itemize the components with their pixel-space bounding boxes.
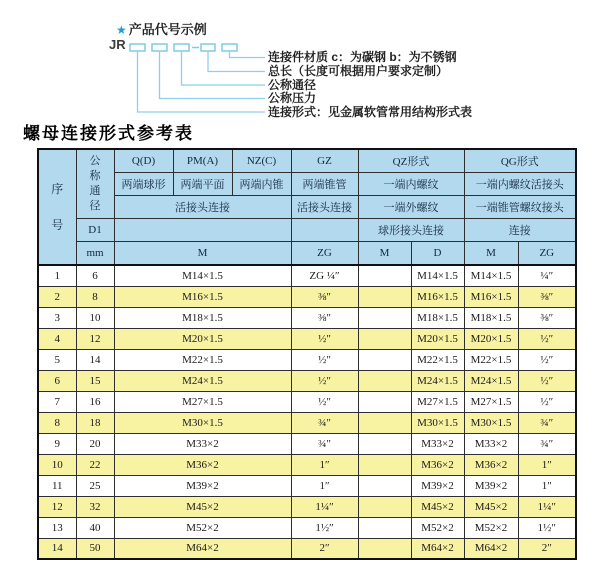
header-conn2-qg: 连接 — [464, 219, 576, 242]
header-conn-qz: 一端外螺纹 — [358, 196, 464, 219]
header-unit-qz-m: M — [358, 242, 411, 266]
table-row — [38, 349, 576, 370]
cell-qz-m — [358, 286, 411, 307]
cell-qz-d: M45×2 — [411, 496, 464, 517]
cell-qz-d: M22×1.5 — [411, 349, 464, 370]
cell-nominal-diameter: 14 — [76, 349, 114, 370]
cell-serial: 13 — [38, 517, 76, 538]
cell-qg-m: M22×1.5 — [464, 349, 518, 370]
cell-qz-m — [358, 349, 411, 370]
diagram-label-diameter: 公称通径 — [268, 78, 317, 92]
cell-gz-zg: ¾″ — [291, 412, 358, 433]
cell-thread-m: M30×1.5 — [114, 412, 291, 433]
cell-qz-m — [358, 454, 411, 475]
cell-qz-d: M18×1.5 — [411, 307, 464, 328]
table-row — [38, 265, 576, 286]
cell-nominal-diameter: 25 — [76, 475, 114, 496]
cell-qz-m — [358, 538, 411, 559]
table-row — [38, 538, 576, 559]
cell-thread-m: M52×2 — [114, 517, 291, 538]
table-row — [38, 328, 576, 349]
cell-qg-m: M14×1.5 — [464, 265, 518, 286]
cell-qg-zg: ½″ — [518, 391, 576, 412]
product-code-prefix: JR — [109, 37, 126, 52]
diagram-title-text: 产品代号示例 — [128, 22, 207, 37]
cell-qz-m — [358, 412, 411, 433]
cell-qg-zg: ½″ — [518, 370, 576, 391]
cell-serial: 12 — [38, 496, 76, 517]
cell-gz-zg: ⅜″ — [291, 307, 358, 328]
cell-qz-d: M36×2 — [411, 454, 464, 475]
table-row — [38, 391, 576, 412]
cell-thread-m: M64×2 — [114, 538, 291, 559]
cell-qg-m: M24×1.5 — [464, 370, 518, 391]
star-icon: ★ — [116, 23, 127, 37]
cell-nominal-diameter: 50 — [76, 538, 114, 559]
cell-thread-m: M22×1.5 — [114, 349, 291, 370]
cell-nominal-diameter: 32 — [76, 496, 114, 517]
table-row — [38, 370, 576, 391]
cell-gz-zg: ½″ — [291, 370, 358, 391]
table-row — [38, 496, 576, 517]
cell-gz-zg: 1¼″ — [291, 496, 358, 517]
cell-gz-zg: 1″ — [291, 475, 358, 496]
cell-qg-m: M39×2 — [464, 475, 518, 496]
cell-nominal-diameter: 40 — [76, 517, 114, 538]
header-d1-blank-left — [114, 219, 291, 242]
header-group-qd: Q(D) — [114, 149, 173, 173]
cell-qz-m — [358, 496, 411, 517]
cell-serial: 4 — [38, 328, 76, 349]
header-d1-blank-gz — [291, 219, 358, 242]
cell-nominal-diameter: 18 — [76, 412, 114, 433]
cell-qz-d: M16×1.5 — [411, 286, 464, 307]
header-row-groups — [38, 149, 576, 173]
diagram-label-pressure: 公称压力 — [268, 91, 317, 105]
table-row — [38, 307, 576, 328]
cell-qz-d: M27×1.5 — [411, 391, 464, 412]
header-row-d1 — [38, 219, 576, 242]
cell-thread-m: M20×1.5 — [114, 328, 291, 349]
cell-qg-m: M36×2 — [464, 454, 518, 475]
table-body — [38, 265, 576, 559]
cell-qz-d: M14×1.5 — [411, 265, 464, 286]
cell-gz-zg: 2″ — [291, 538, 358, 559]
header-ends-gz: 两端锥管 — [291, 173, 358, 196]
header-row-connection — [38, 196, 576, 219]
header-unit-zg: ZG — [291, 242, 358, 266]
header-group-pm: PM(A) — [173, 149, 232, 173]
cell-qz-d: M30×1.5 — [411, 412, 464, 433]
header-conn-gz: 活接头连接 — [291, 196, 358, 219]
cell-qg-zg: ¼″ — [518, 265, 576, 286]
cell-nominal-diameter: 22 — [76, 454, 114, 475]
header-row-units — [38, 242, 576, 266]
cell-qg-zg: ½″ — [518, 349, 576, 370]
cell-qz-m — [358, 475, 411, 496]
cell-thread-m: M14×1.5 — [114, 265, 291, 286]
cell-qg-m: M27×1.5 — [464, 391, 518, 412]
cell-nominal-diameter: 12 — [76, 328, 114, 349]
header-unit-qz-d: D — [411, 242, 464, 266]
cell-qg-zg: ¾″ — [518, 433, 576, 454]
table-row — [38, 475, 576, 496]
cell-serial: 10 — [38, 454, 76, 475]
cell-qz-m — [358, 265, 411, 286]
cell-serial: 6 — [38, 370, 76, 391]
header-unit-m: M — [114, 242, 291, 266]
cell-serial: 3 — [38, 307, 76, 328]
cell-thread-m: M36×2 — [114, 454, 291, 475]
cell-serial: 14 — [38, 538, 76, 559]
cell-serial: 7 — [38, 391, 76, 412]
cell-thread-m: M27×1.5 — [114, 391, 291, 412]
table-row — [38, 412, 576, 433]
header-unit-qg-m: M — [464, 242, 518, 266]
cell-qg-zg: 2″ — [518, 538, 576, 559]
cell-gz-zg: ⅜″ — [291, 286, 358, 307]
cell-serial: 2 — [38, 286, 76, 307]
cell-gz-zg: ½″ — [291, 391, 358, 412]
cell-qg-zg: ⅜″ — [518, 286, 576, 307]
header-ends-qd: 两端球形 — [114, 173, 173, 196]
cell-qg-m: M33×2 — [464, 433, 518, 454]
header-ends-pm: 两端平面 — [173, 173, 232, 196]
cell-qg-m: M18×1.5 — [464, 307, 518, 328]
cell-gz-zg: 1″ — [291, 454, 358, 475]
header-unit-qg-zg: ZG — [518, 242, 576, 266]
cell-qz-d: M20×1.5 — [411, 328, 464, 349]
cell-nominal-diameter: 16 — [76, 391, 114, 412]
cell-nominal-diameter: 8 — [76, 286, 114, 307]
cell-qz-m — [358, 433, 411, 454]
connector-lines — [138, 51, 266, 112]
header-conn-qg: 一端锥管螺纹接头 — [464, 196, 576, 219]
header-ends-qz: 一端内螺纹 — [358, 173, 464, 196]
cell-thread-m: M24×1.5 — [114, 370, 291, 391]
cell-qg-zg: 1″ — [518, 475, 576, 496]
cell-qz-d: M64×2 — [411, 538, 464, 559]
cell-gz-zg: ZG ¼″ — [291, 265, 358, 286]
cell-qg-zg: 1¼″ — [518, 496, 576, 517]
cell-serial: 11 — [38, 475, 76, 496]
cell-qz-m — [358, 307, 411, 328]
header-d1: D1 — [76, 219, 114, 242]
cell-nominal-diameter: 20 — [76, 433, 114, 454]
cell-nominal-diameter: 6 — [76, 265, 114, 286]
cell-qg-m: M16×1.5 — [464, 286, 518, 307]
header-row-ends — [38, 173, 576, 196]
cell-gz-zg: 1½″ — [291, 517, 358, 538]
cell-thread-m: M33×2 — [114, 433, 291, 454]
nut-connection-reference-table — [37, 148, 577, 560]
diagram-label-material: 连接件材质 c：为碳钢 b：为不锈钢 — [268, 50, 457, 64]
cell-gz-zg: ½″ — [291, 328, 358, 349]
cell-qz-m — [358, 517, 411, 538]
header-group-qz: QZ形式 — [358, 149, 464, 173]
cell-gz-zg: ½″ — [291, 349, 358, 370]
cell-nominal-diameter: 10 — [76, 307, 114, 328]
header-conn-left: 活接头连接 — [114, 196, 291, 219]
cell-qg-m: M20×1.5 — [464, 328, 518, 349]
cell-qg-zg: ⅜″ — [518, 307, 576, 328]
cell-qz-d: M24×1.5 — [411, 370, 464, 391]
header-serial — [38, 149, 76, 265]
cell-thread-m: M16×1.5 — [114, 286, 291, 307]
cell-nominal-diameter: 15 — [76, 370, 114, 391]
cell-qz-d: M33×2 — [411, 433, 464, 454]
cell-qg-zg: 1½″ — [518, 517, 576, 538]
cell-qg-zg: ½″ — [518, 328, 576, 349]
header-ends-qg: 一端内螺纹活接头 — [464, 173, 576, 196]
cell-gz-zg: ¾″ — [291, 433, 358, 454]
diagram-title — [116, 19, 207, 38]
table-title: 螺母连接形式参考表 — [23, 124, 194, 143]
cell-serial: 9 — [38, 433, 76, 454]
cell-qg-m: M52×2 — [464, 517, 518, 538]
header-conn2-qz: 球形接头连接 — [358, 219, 464, 242]
cell-qz-m — [358, 370, 411, 391]
cell-thread-m: M18×1.5 — [114, 307, 291, 328]
header-group-qg: QG形式 — [464, 149, 576, 173]
cell-thread-m: M39×2 — [114, 475, 291, 496]
cell-qg-zg: 1″ — [518, 454, 576, 475]
cell-thread-m: M45×2 — [114, 496, 291, 517]
header-nominal-diameter — [76, 149, 114, 219]
table-row — [38, 286, 576, 307]
cell-serial: 1 — [38, 265, 76, 286]
cell-qz-d: M52×2 — [411, 517, 464, 538]
cell-qg-m: M64×2 — [464, 538, 518, 559]
cell-serial: 5 — [38, 349, 76, 370]
header-serial-label: 序号 — [51, 182, 64, 232]
header-group-gz: GZ — [291, 149, 358, 173]
header-unit-mm: mm — [76, 242, 114, 266]
header-group-nz: NZ(C) — [232, 149, 291, 173]
cell-qz-d: M39×2 — [411, 475, 464, 496]
cell-qz-m — [358, 328, 411, 349]
cell-qz-m — [358, 391, 411, 412]
table-row — [38, 454, 576, 475]
diagram-label-length: 总长（长度可根据用户要求定制） — [268, 64, 449, 78]
header-ends-nz: 两端内锥 — [232, 173, 291, 196]
header-nominal-label: 公称通径 — [89, 155, 101, 212]
diagram-label-connection: 连接形式：见金属软管常用结构形式表 — [268, 105, 473, 119]
table-row — [38, 517, 576, 538]
table-row — [38, 433, 576, 454]
cell-serial: 8 — [38, 412, 76, 433]
table-header — [38, 149, 576, 265]
cell-qg-m: M45×2 — [464, 496, 518, 517]
cell-qg-m: M30×1.5 — [464, 412, 518, 433]
cell-qg-zg: ¾″ — [518, 412, 576, 433]
code-field-boxes — [130, 44, 237, 51]
